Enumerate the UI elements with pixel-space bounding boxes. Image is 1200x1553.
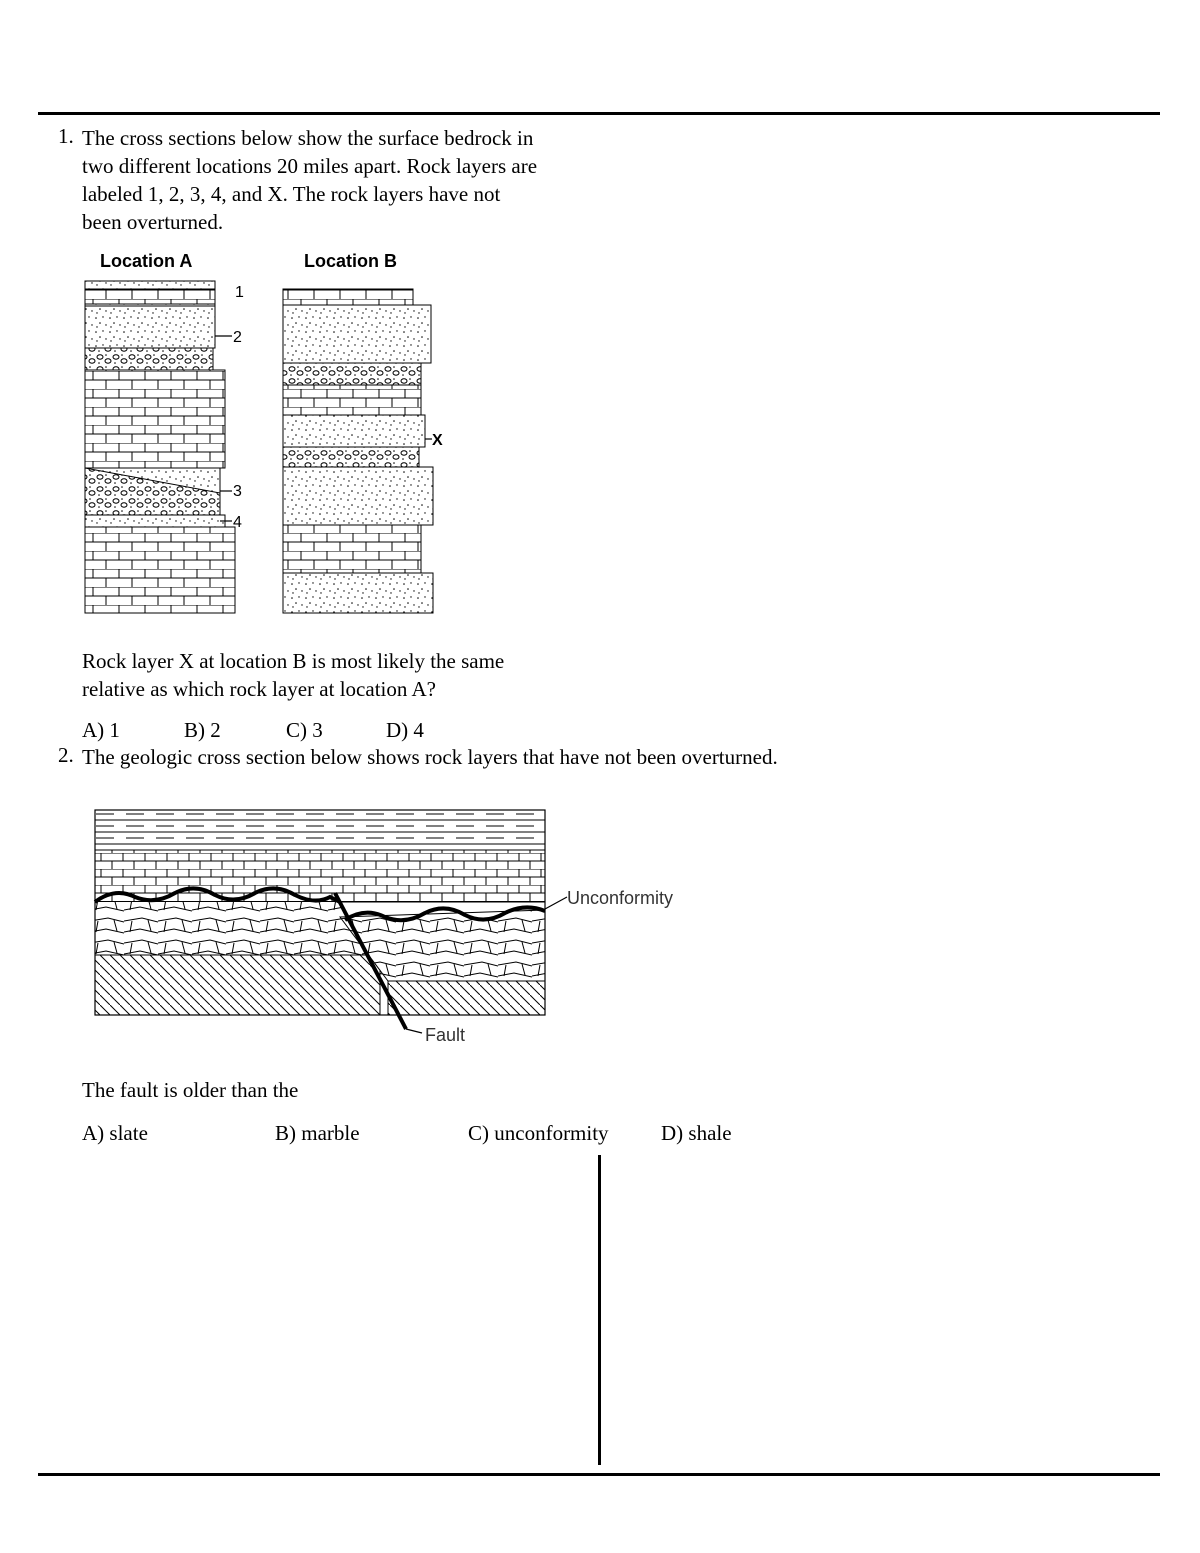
question-number: 1. [58,124,74,148]
question-prompt [82,647,602,703]
layer-label-1: 1 [235,284,244,301]
prompt-line: Rock layer X at location B is most likely the same [82,649,505,673]
layer-label-4: 4 [233,514,242,531]
option-b[interactable]: B) 2 [184,718,221,742]
question-number: 2. [58,743,74,767]
question-stem: The geologic cross section below shows rock layers that have not been overturned. [82,745,778,769]
option-b[interactable]: B) marble [275,1121,360,1145]
stem-line: labeled 1, 2, 3, 4, and X. The rock layers have not [82,182,501,206]
option-d[interactable]: D) 4 [386,718,424,742]
option-c[interactable]: C) 3 [286,718,323,742]
prompt-line: relative as which rock layer at location A? [82,677,436,701]
fault-label: Fault [425,1025,466,1045]
location-b-label: Location B [304,251,397,271]
cross-section-figure-2 [90,805,710,1050]
option-a[interactable]: A) slate [82,1121,148,1145]
location-a-label: Location A [100,251,193,271]
location-a-column [85,281,235,613]
unconformity-label: Unconformity [567,888,674,908]
top-rule [38,112,1160,115]
bottom-rule [38,1473,1160,1476]
layer-label-3: 3 [233,483,242,500]
question-prompt: The fault is older than the [82,1078,299,1102]
stem-line: The cross sections below show the surface bedrock in [82,126,534,150]
layer-label-2: 2 [233,329,242,346]
option-d[interactable]: D) shale [661,1121,732,1145]
column-divider [598,1155,601,1465]
option-c[interactable]: C) unconformity [468,1121,609,1145]
layer-label-x: X [432,432,443,449]
question-stem [82,124,602,236]
stem-line: been overturned. [82,210,224,234]
cross-section-figure-1 [80,245,460,620]
option-a[interactable]: A) 1 [82,718,120,742]
stem-line: two different locations 20 miles apart. Rock layers are [82,154,538,178]
location-b-column [283,289,433,613]
